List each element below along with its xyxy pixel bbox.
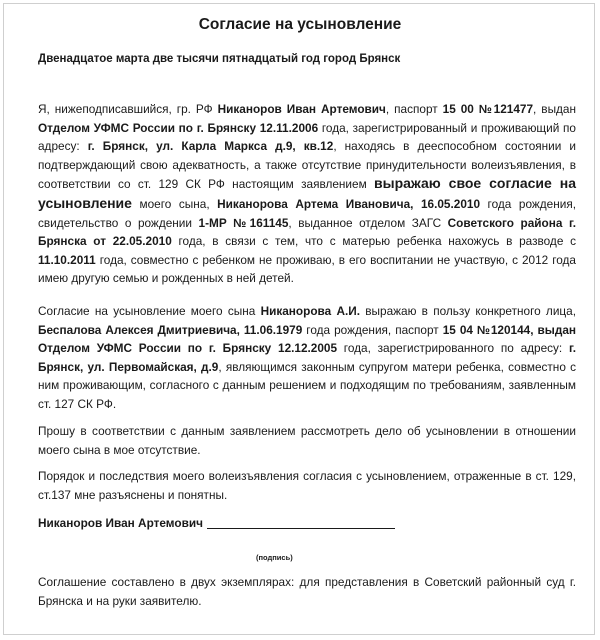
- consent-phrase: выражаю свое согласие на усыновление: [38, 175, 577, 211]
- signature-line: [207, 528, 395, 529]
- address: г. Брянск, ул. Карла Маркса д.9, кв.12: [87, 139, 334, 154]
- passport-number: 15 00 №121477: [442, 102, 534, 116]
- signature-caption: (подпись): [256, 553, 293, 562]
- paragraph-adopter: [38, 302, 576, 414]
- signer-name: Никаноров Иван Артемович: [217, 102, 386, 116]
- paragraph-request: Прошу в соответствии с данным заявлением рассмотреть дело об усыновлении в отношении моего сына в мое отсутствие.: [38, 424, 576, 457]
- paragraph-understanding: Порядок и последствия моего волеизъявления согласия с усыновлением, отраженные в ст. 129, ст.137 мне разъяснены и понятны.: [38, 469, 576, 502]
- text: года рождения, паспорт: [302, 322, 443, 337]
- text: года, совместно с ребенком не проживаю, в его воспитании не участвую, с 2012 года имею другую семью и рожденных в ней детей.: [38, 252, 576, 286]
- paragraph-closing: Соглашение составлено в двух экземплярах: для представления в Советский районный суд г. Брянска и на руки заявителю.: [38, 575, 576, 608]
- text: , являющимся законным супругом матери ребенка, совместно с ним проживающим, согласного с данным решением и подходящим по требованиям, заявленным ст. 127 СК РФ.: [38, 359, 576, 411]
- adopter-passport: 15 04 №120144, выдан Отделом УФМС России по г. Брянску 12.12.2005: [38, 322, 577, 356]
- text: года, в связи с тем, что с матерью ребенка нахожусь в разводе с: [171, 234, 577, 249]
- text: , выдан: [533, 102, 577, 116]
- text: выражаю в пользу конкретного лица,: [360, 304, 577, 318]
- text: года, зарегистрированный и проживающий по адресу:: [38, 120, 576, 154]
- text: , находясь в дееспособном состоянии и подтверждающий свою адекватность, а также отсутствие принудительности волеизъявления, в соответствии со ст. 129 СК РФ настоящим заявлением: [38, 139, 576, 192]
- signer-printed-name: Никаноров Иван Артемович: [38, 516, 203, 530]
- birth-certificate-number: 1-МР №161145: [198, 215, 289, 230]
- passport-issuer: Отделом УФМС России по г. Брянску 12.11.2006: [38, 120, 319, 135]
- text: , паспорт: [385, 102, 443, 116]
- divorce-date: 11.10.2011: [38, 252, 96, 267]
- document-title: Согласие на усыновление: [198, 16, 402, 33]
- text: , выданное отделом ЗАГС: [288, 215, 448, 230]
- text: моего сына,: [131, 196, 218, 211]
- signature-block: [38, 516, 395, 530]
- child-name-birthdate: Никанорова Артема Ивановича, 16.05.2010: [217, 196, 481, 211]
- adopter-name-birthdate: Беспалова Алексея Дмитриевича, 11.06.1979: [38, 322, 303, 337]
- adopter-address: г. Брянск, ул. Первомайская, д.9: [38, 341, 576, 374]
- paragraph-consent-statement: [38, 100, 576, 288]
- registry-office: Советского района г. Брянска от 22.05.2010: [38, 215, 577, 249]
- text: Согласие на усыновление моего сына: [38, 304, 261, 318]
- text: Я, нижеподписавшийся, гр. РФ: [38, 102, 218, 116]
- text: года рождения, свидетельство о рождении: [38, 196, 576, 230]
- text: года, зарегистрированного по адресу:: [337, 341, 569, 356]
- date-line: Двенадцатое марта две тысячи пятнадцатый год город Брянск: [38, 53, 401, 65]
- child-short-name: Никанорова А.И.: [260, 304, 361, 318]
